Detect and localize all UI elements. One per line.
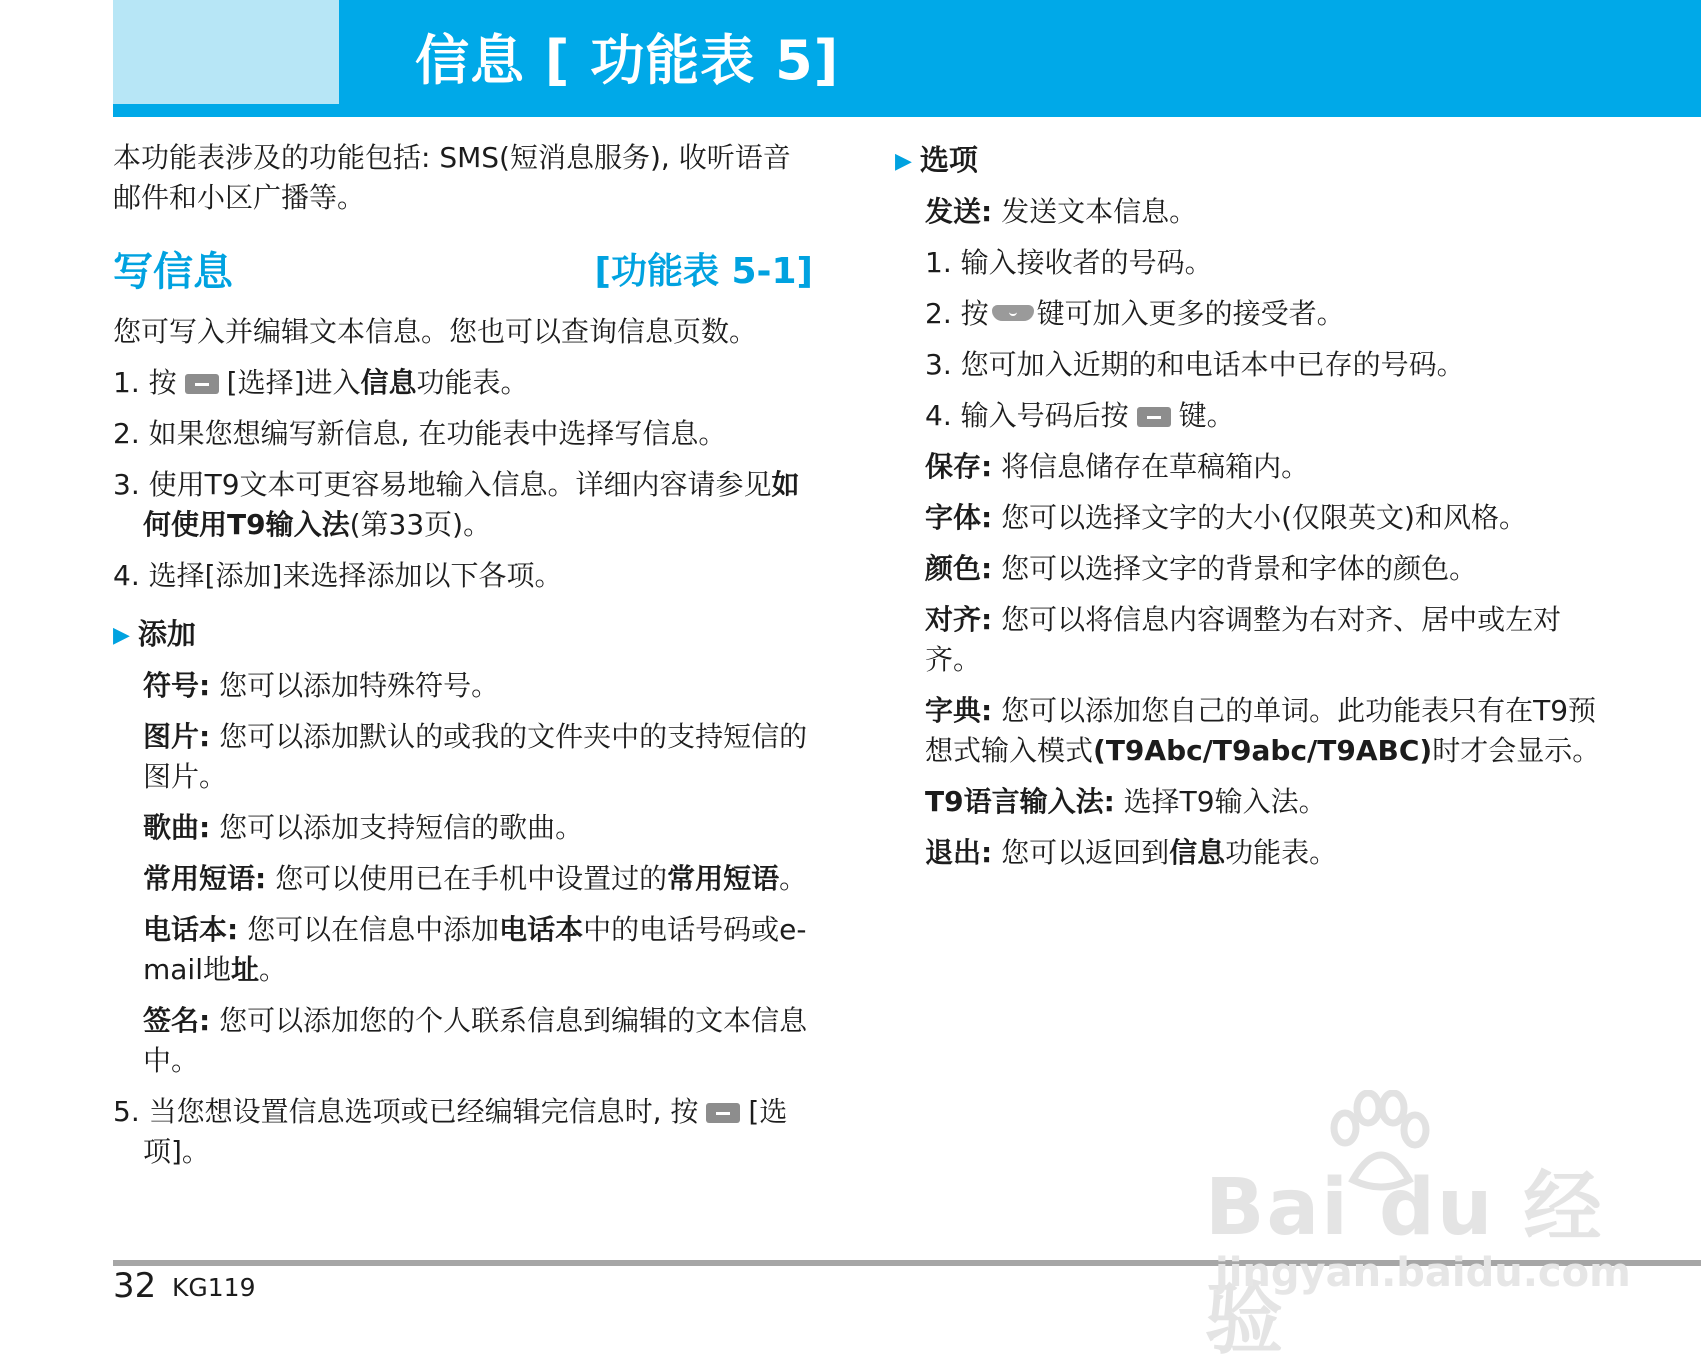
options-subheading: ▶ 选项 bbox=[895, 143, 978, 177]
step-2: 2. 如果您想编写新信息, 在功能表中选择写信息。 bbox=[113, 417, 727, 450]
option-t9: T9语言输入法: 选择T9输入法。 bbox=[925, 785, 1327, 818]
option-send: 发送: 发送文本信息。 bbox=[925, 195, 1198, 228]
send-step-3: 3. 您可加入近期的和电话本中已存的号码。 bbox=[925, 348, 1465, 381]
add-item-signature: 签名: 您可以添加您的个人联系信息到编辑的文本信息中。 bbox=[143, 1004, 808, 1077]
section-title: 写信息 bbox=[113, 249, 233, 295]
soft-key-icon bbox=[185, 374, 219, 394]
soft-key-icon bbox=[706, 1103, 740, 1123]
add-item-phrases: 常用短语: 您可以使用已在手机中设置过的常用短语。 bbox=[143, 862, 808, 895]
add-item-song: 歌曲: 您可以添加支持短信的歌曲。 bbox=[143, 811, 584, 844]
intro-paragraph: 本功能表涉及的功能包括: SMS(短消息服务), 收听语音邮件和小区广播等。 bbox=[113, 141, 791, 214]
header-light-band bbox=[113, 0, 339, 104]
add-item-symbol: 符号: 您可以添加特殊符号。 bbox=[143, 669, 500, 702]
step-3: 3. 使用T9文本可更容易地输入信息。详细内容请参见如何使用T9输入法(第33页)。 bbox=[113, 468, 800, 541]
send-step-1: 1. 输入接收者的号码。 bbox=[925, 246, 1213, 279]
step-5: 5. 当您想设置信息选项或已经编辑完信息时, 按 [选项]。 bbox=[113, 1095, 788, 1168]
model-name: KG119 bbox=[172, 1273, 256, 1302]
page-number: 32 bbox=[113, 1266, 157, 1306]
add-item-picture: 图片: 您可以添加默认的或我的文件夹中的支持短信的图片。 bbox=[143, 720, 808, 793]
add-subheading: ▶ 添加 bbox=[113, 617, 196, 651]
soft-key-icon bbox=[1137, 407, 1171, 427]
watermark-url: jingyan.baidu.com bbox=[1215, 1250, 1631, 1296]
step-1: 1. 按 [选择]进入信息功能表。 bbox=[113, 366, 529, 399]
left-column bbox=[113, 138, 813, 1183]
option-align: 对齐: 您可以将信息内容调整为右对齐、居中或左对齐。 bbox=[925, 603, 1562, 676]
option-color: 颜色: 您可以选择文字的背景和字体的颜色。 bbox=[925, 552, 1478, 585]
option-dictionary: 字典: 您可以添加您自己的单词。此功能表只有在T9预想式输入模式(T9Abc/T9abc/T9ABC)时才会显示。 bbox=[925, 694, 1601, 767]
header-rule bbox=[113, 104, 1701, 117]
section-lead: 您可写入并编辑文本信息。您也可以查询信息页数。 bbox=[113, 315, 758, 348]
step-4: 4. 选择[添加]来选择添加以下各项。 bbox=[113, 559, 563, 592]
nav-key-down-icon bbox=[992, 305, 1034, 321]
watermark-logo-text: Bai du 经验 bbox=[1205, 1163, 1604, 1365]
triangle-bullet-icon: ▶ bbox=[113, 623, 130, 648]
baidu-watermark bbox=[1205, 1100, 1631, 1365]
section-heading-row bbox=[113, 249, 813, 308]
send-step-2: 2. 按 键可加入更多的接受者。 bbox=[925, 297, 1345, 330]
right-column bbox=[895, 140, 1605, 884]
section-menu-ref: [功能表 5-1] bbox=[594, 251, 813, 292]
add-item-phonebook: 电话本: 您可以在信息中添加电话本中的电话号码或e-mail地址。 bbox=[143, 913, 807, 986]
page-title: 信息 [ 功能表 5] bbox=[415, 29, 840, 92]
option-exit: 退出: 您可以返回到信息功能表。 bbox=[925, 836, 1338, 869]
send-step-4: 4. 输入号码后按 键。 bbox=[925, 399, 1235, 432]
option-font: 字体: 您可以选择文字的大小(仅限英文)和风格。 bbox=[925, 501, 1527, 534]
triangle-bullet-icon: ▶ bbox=[895, 149, 912, 174]
option-save: 保存: 将信息储存在草稿箱内。 bbox=[925, 450, 1310, 483]
